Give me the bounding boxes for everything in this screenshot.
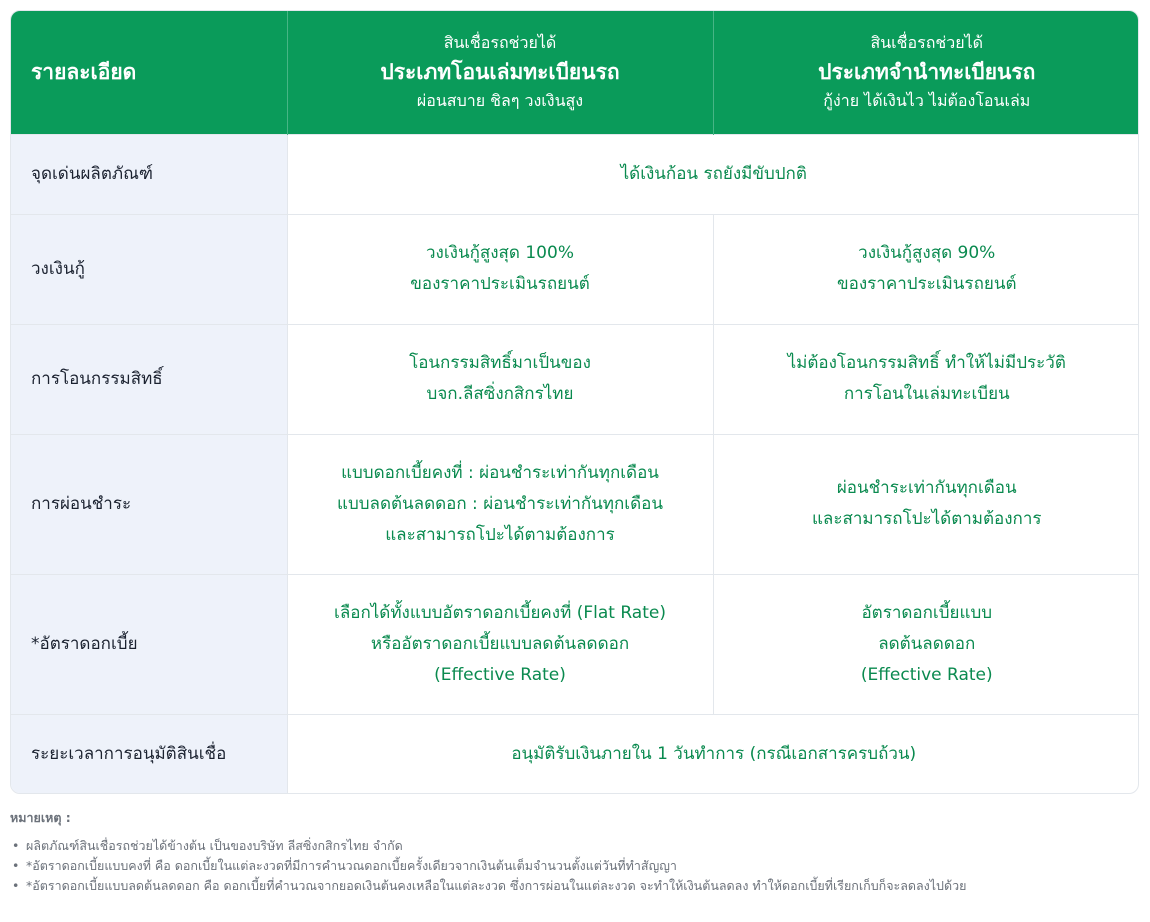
cell-line: (Effective Rate) (860, 664, 993, 685)
footnote-text: *อัตราดอกเบี้ยแบบคงที่ คือ ดอกเบี้ยในแต่ละงวดที่มีการคำนวณดอกเบี้ยครั้งเดียวจากเงินต้นเต็มจำนวนตั้งแต่วันที่ทำสัญญา (26, 858, 677, 873)
header-details-label: รายละเอียด (11, 11, 287, 134)
cell-highlight-merged (287, 134, 1139, 214)
footnote-text: *อัตราดอกเบี้ยแบบลดต้นลดดอก คือ ดอกเบี้ยที่คำนวณจากยอดเงินต้นคงเหลือในแต่ละงวด ซึ่งการผ่อนในแต่ละงวด จะทำให้เงินต้นลดลง ทำให้ดอกเบี้ยที่เรียกเก็บก็จะลดลงไปด้วย (26, 878, 967, 893)
footnote-item (10, 836, 1140, 856)
cell-line: และสามารถโปะได้ตามต้องการ (385, 524, 615, 545)
cell-line: ลดต้นลดดอก (878, 633, 976, 654)
header-product-pledge (713, 11, 1139, 134)
cell-line: อนุมัติรับเงินภายใน 1 วันทำการ (กรณีเอกสารครบถ้วน) (511, 743, 917, 764)
cell-line: ของราคาประเมินรถยนต์ (837, 274, 1017, 294)
cell-line: ไม่ต้องโอนกรรมสิทธิ์ ทำให้ไม่มีประวัติ (787, 353, 1066, 373)
header-product-transfer-top: สินเชื่อรถช่วยได้ (443, 33, 557, 53)
bullet-icon: • (12, 858, 20, 873)
cell-ownership-pledge (713, 324, 1139, 434)
cell-approval-time-merged (287, 714, 1139, 794)
cell-line: หรืออัตราดอกเบี้ยแบบลดต้นลดดอก (370, 633, 630, 654)
header-product-transfer-title: ประเภทโอนเล่มทะเบียนรถ (380, 60, 620, 85)
footnote-item (10, 856, 1140, 876)
bullet-icon: • (12, 838, 20, 853)
row-label-highlight: จุดเด่นผลิตภัณฑ์ (11, 134, 287, 214)
footnotes (10, 808, 1140, 896)
cell-repayment-transfer (287, 434, 713, 574)
table-row-approval-time (11, 714, 1139, 794)
footnotes-title: หมายเหตุ : (10, 810, 71, 825)
cell-loan-limit-pledge (713, 214, 1139, 324)
cell-line: บจก.ลีสซิ่งกสิกรไทย (426, 384, 574, 404)
table-header-row (11, 11, 1139, 134)
table-row-repayment (11, 434, 1139, 574)
cell-ownership-transfer (287, 324, 713, 434)
table-row-highlight (11, 134, 1139, 214)
header-product-pledge-sub: กู้ง่าย ได้เงินไว ไม่ต้องโอนเล่ม (823, 91, 1031, 111)
cell-line: ของราคาประเมินรถยนต์ (410, 274, 590, 294)
table-row-loan-limit (11, 214, 1139, 324)
cell-line: เลือกได้ทั้งแบบอัตราดอกเบี้ยคงที่ (Flat Rate) (334, 602, 666, 623)
cell-repayment-pledge (713, 434, 1139, 574)
header-product-transfer-sub: ผ่อนสบาย ชิลๆ วงเงินสูง (416, 91, 584, 111)
bullet-icon: • (12, 878, 20, 893)
row-label-ownership: การโอนกรรมสิทธิ์ (11, 324, 287, 434)
cell-line: การโอนในเล่มทะเบียน (843, 384, 1010, 404)
cell-line: ได้เงินก้อน รถยังมีขับปกติ (620, 163, 807, 184)
row-label-interest-rate: *อัตราดอกเบี้ย (11, 574, 287, 714)
footnotes-list (10, 836, 1140, 896)
footnote-item (10, 876, 1140, 896)
cell-line: อัตราดอกเบี้ยแบบ (861, 602, 993, 623)
cell-interest-rate-pledge (713, 574, 1139, 714)
row-label-approval-time: ระยะเวลาการอนุมัติสินเชื่อ (11, 714, 287, 794)
table-row-interest-rate (11, 574, 1139, 714)
cell-line: แบบดอกเบี้ยคงที่ : ผ่อนชำระเท่ากันทุกเดือน (341, 462, 659, 483)
table-row-ownership (11, 324, 1139, 434)
cell-line: โอนกรรมสิทธิ์มาเป็นของ (409, 353, 591, 373)
row-label-repayment: การผ่อนชำระ (11, 434, 287, 574)
cell-line: วงเงินกู้สูงสุด 90% (858, 243, 996, 263)
cell-line: ผ่อนชำระเท่ากันทุกเดือน (836, 478, 1017, 498)
cell-line: แบบลดต้นลดดอก : ผ่อนชำระเท่ากันทุกเดือน (337, 493, 663, 514)
footnote-text: ผลิตภัณฑ์สินเชื่อรถช่วยได้ข้างต้น เป็นของบริษัท ลีสซิ่งกสิกรไทย จำกัด (26, 838, 403, 853)
header-product-transfer (287, 11, 713, 134)
row-label-loan-limit: วงเงินกู้ (11, 214, 287, 324)
comparison-table (11, 11, 1139, 794)
cell-line: วงเงินกู้สูงสุด 100% (426, 243, 574, 263)
header-product-pledge-title: ประเภทจำนำทะเบียนรถ (818, 60, 1036, 85)
cell-line: และสามารถโปะได้ตามต้องการ (811, 509, 1042, 529)
cell-line: (Effective Rate) (434, 664, 566, 685)
comparison-table-container (10, 10, 1139, 794)
header-product-pledge-top: สินเชื่อรถช่วยได้ (870, 33, 984, 53)
cell-loan-limit-transfer (287, 214, 713, 324)
cell-interest-rate-transfer (287, 574, 713, 714)
